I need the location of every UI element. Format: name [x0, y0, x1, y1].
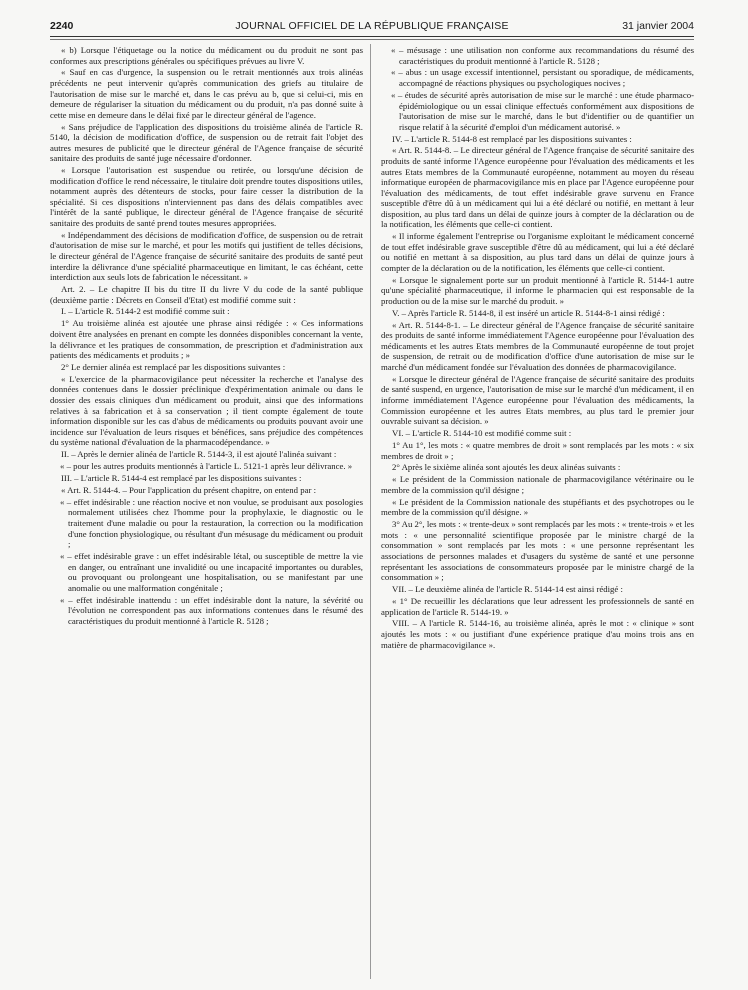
- journal-title: JOURNAL OFFICIEL DE LA RÉPUBLIQUE FRANÇAISE: [235, 20, 509, 32]
- paragraph: « – effet indésirable inattendu : un effet indésirable dont la nature, la sévérité ou l'évolution ne correspondent pas aux informations contenues dans le résumé des caractéristiques du produit mentionné à l'article R. 5128 ;: [60, 594, 363, 626]
- paragraph: 1° Au troisième alinéa est ajoutée une phrase ainsi rédigée : « Ces informations doivent être analysées en prenant en compte les données disponibles concernant la vente, la délivrance et les pratiques de consommation, de prescription et d'administration aux patients des médicaments et produits ; »: [50, 318, 363, 361]
- paragraph: VII. – Le deuxième alinéa de l'article R. 5144-14 est ainsi rédigé :: [392, 584, 623, 595]
- paragraph: « Art. R. 5144-8. – Le directeur général de l'Agence française de sécurité sanitaire des produits de santé informe l'Agence européenne pour l'évaluation des médicaments et les autres Etats membres de la Communauté européenne, notamment au moyen du réseau informatique européen de pharmacovigilance mis en place par l'Agence européenne pour l'évaluation des médicaments, de tout effet indésirable grave survenu en France susceptible d'être dû à un médicament qui lui a été déclaré ou notifié, en mettant à leur disposition, au plus tard dans un délai de quinze jours à compter de la déclaration ou de la notification, les éléments que celle-ci contient.: [381, 145, 694, 230]
- paragraph: « Lorsque le signalement porte sur un produit mentionné à l'article R. 5144-1 autre qu'une spécialité pharmaceutique, il informe le pharmacien qui est responsable de la production ou de la mise sur le marché du produit. »: [381, 274, 694, 306]
- paragraph: « 1° De recueillir les déclarations que leur adressent les professionnels de santé en application de l'article R. 5144-19. »: [381, 595, 694, 617]
- paragraph: « Art. R. 5144-8-1. – Le directeur général de l'Agence française de sécurité sanitaire des produits de santé informe immédiatement l'Agence européenne pour l'évaluation des médicaments et les autres Etats membres de la Communauté européenne de tout projet de suspension, de retrait ou de modification d'office d'une autorisation de mise sur le marché d'un médicament fondée sur l'évaluation des données de pharmacovigilance.: [381, 319, 694, 372]
- header-rule: [50, 36, 694, 37]
- paragraph: « Sauf en cas d'urgence, la suspension ou le retrait mentionnés aux trois alinéas précédents ne peut intervenir qu'après communication des griefs au titulaire de l'autorisation de mise sur le marché et, dans le cas prévu au b, que si celui-ci, mis en demeure de régulariser la situation du médicament ou du produit, n'a pas donné suite à cette mise en demeure dans le délai fixé par le directeur général de l'agence.: [50, 67, 363, 120]
- paragraph: 3° Au 2°, les mots : « trente-deux » sont remplacés par les mots : « trente-trois » et les mots : « une personnalité scientifique proposée par le ministre chargé de la consommation » sont remplacés par les mots : « une personne représentant les associations de personnes malades et d'usagers du système de santé et une personne représentant les associations de consommateurs proposée par le ministre chargé de la consommation » ;: [381, 519, 694, 583]
- paragraph: VIII. – A l'article R. 5144-16, au troisième alinéa, après le mot : « clinique » sont ajoutés les mots : « ou justifiant d'une expérience pratique d'au moins trois ans en matière de pharmacovigilance ».: [381, 618, 694, 650]
- paragraph: « – pour les autres produits mentionnés à l'article L. 5121-1 après leur délivrance. »: [60, 461, 353, 472]
- paragraph: « Sans préjudice de l'application des dispositions du troisième alinéa de l'article R. 5140, la décision de modification d'office, de suspension ou de retrait fait l'objet des autres mesures de publicité que le directeur général de l'Agence française de sécurité sanitaire des produits de santé juge nécessaire d'ordonner.: [50, 121, 363, 164]
- paragraph: 2° Le dernier alinéa est remplacé par les dispositions suivantes :: [61, 361, 286, 372]
- paragraph: « – abus : un usage excessif intentionnel, persistant ou sporadique, de médicaments, accompagné de réactions physiques ou psychologiques nocives ;: [391, 67, 694, 89]
- paragraph: « Lorsque le directeur général de l'Agence française de sécurité sanitaire des produits de santé suspend, en urgence, l'autorisation de mise sur le marché d'un médicament, il en informe immédiatement l'Agence européenne pour l'évaluation des médicaments, la Commission européenne et les autres Etats membres, au plus tard le premier jour ouvrable suivant sa décision. »: [381, 373, 694, 427]
- paragraph: VI. – L'article R. 5144-10 est modifié comme suit :: [392, 428, 572, 439]
- paragraph: « b) Lorsque l'étiquetage ou la notice du médicament ou du produit ne sont pas conformes aux prescriptions générales ou spécifiques prévues au livre V.: [50, 45, 363, 66]
- paragraph: « Le président de la Commission nationale des stupéfiants et des psychotropes ou le membre de la commission qu'il désigne. »: [381, 496, 694, 518]
- paragraph: « L'exercice de la pharmacovigilance peut nécessiter la recherche et l'analyse des données contenues dans le dossier préclinique d'expérimentation animale ou dans le dossier des essais cliniques d'un médicament ou produit, ainsi que des informations relatives à sa fabrication et à sa conservation ; il tient compte également de toute information disponible sur les cas d'abus de médicaments ou produits pouvant avoir une incidence sur l'évaluation de leurs risques et bénéfices, sans préjudice des compétences du système national d'évaluation de la pharmacodépendance. »: [50, 373, 363, 448]
- paragraph: « Il informe également l'entreprise ou l'organisme exploitant le médicament concerné de tout effet indésirable grave susceptible d'être dû au médicament, qui lui a été déclaré ou notifié en mettant à sa disposition, au plus tard dans un délai de quinze jours à compter de la déclaration ou de la notification, les éléments que celle-ci contient.: [381, 231, 694, 273]
- left-column: [50, 45, 363, 628]
- page-number: 2240: [50, 20, 74, 32]
- paragraph: III. – L'article R. 5144-4 est remplacé par les dispositions suivantes :: [61, 473, 302, 484]
- paragraph: « – effet indésirable : une réaction nocive et non voulue, se produisant aux posologies normalement utilisées chez l'homme pour la prophylaxie, le diagnostic ou le traitement d'une maladie ou pour la restauration, la correction ou la modification d'une fonction physiologique, ou résultant d'un mésusage du médicament ou produit ;: [60, 496, 363, 550]
- paragraph: « – mésusage : une utilisation non conforme aux recommandations du résumé des caractéristiques du produit mentionné à l'article R. 5128 ;: [391, 45, 694, 66]
- paragraph: I. – L'article R. 5144-2 est modifié comme suit :: [61, 306, 230, 317]
- paragraph: 1° Au 1°, les mots : « quatre membres de droit » sont remplacés par les mots : « six membres de droit » ;: [381, 439, 694, 461]
- paragraph: V. – Après l'article R. 5144-8, il est inséré un article R. 5144-8-1 ainsi rédigé :: [392, 307, 665, 318]
- paragraph: IV. – L'article R. 5144-8 est remplacé par les dispositions suivantes :: [392, 133, 632, 144]
- paragraph: Art. 2. – Le chapitre II bis du titre II du livre V du code de la santé publique (deuxième partie : Décrets en Conseil d'Etat) est modifié comme suit :: [50, 283, 363, 305]
- paragraph: « Le président de la Commission nationale de pharmacovigilance vétérinaire ou le membre de la commission qu'il désigne ;: [381, 474, 694, 495]
- paragraph: « – effet indésirable grave : un effet indésirable létal, ou susceptible de mettre la vie en danger, ou entraînant une invalidité ou une incapacité importantes ou durables, ou provoquant ou prolongeant une hospitalisation, ou se manifestant par une anomalie ou une malformation congénitale ;: [60, 551, 363, 593]
- paragraph: 2° Après le sixième alinéa sont ajoutés les deux alinéas suivants :: [392, 462, 621, 473]
- column-separator: [370, 44, 371, 979]
- right-column: [381, 45, 694, 652]
- paragraph: « Lorsque l'autorisation est suspendue ou retirée, ou lorsqu'une décision de modification d'office le rend nécessaire, le titulaire doit prendre toutes dispositions utiles, notamment auprès des détenteurs de stocks, pour faire cesser la distribution de la spécialité. Si ces dispositions n'interviennent pas dans des délais compatibles avec l'intérêt de la santé publique, le directeur général de l'Agence française de sécurité sanitaire des produits de santé prend toutes mesures appropriées.: [50, 165, 363, 228]
- paragraph: « Indépendamment des décisions de modification d'office, de suspension ou de retrait d'autorisation de mise sur le marché, et pour les motifs qui justifient de telles décisions, le directeur général de l'Agence française de sécurité sanitaire des produits de santé peut interdire la délivrance d'une spécialité pharmaceutique en limitant, le cas échéant, cette interdiction aux seuls lots de fabrication le nécessitant. »: [50, 229, 363, 283]
- publication-date: 31 janvier 2004: [622, 20, 694, 32]
- paragraph: « – études de sécurité après autorisation de mise sur le marché : une étude pharmaco-épidémiologique ou un essai clinique effectués conformément aux dispositions de l'autorisation de mise sur le marché, dans le but d'identifier ou de quantifier un risque relatif à la sécurité d'emploi d'un médicament autorisé. »: [391, 89, 694, 132]
- page-header: [50, 20, 694, 34]
- paragraph: II. – Après le dernier alinéa de l'article R. 5144-3, il est ajouté l'alinéa suivant :: [61, 449, 337, 460]
- header-rule-thin: [50, 39, 694, 40]
- paragraph: « Art. R. 5144-4. – Pour l'application du présent chapitre, on entend par :: [61, 484, 317, 495]
